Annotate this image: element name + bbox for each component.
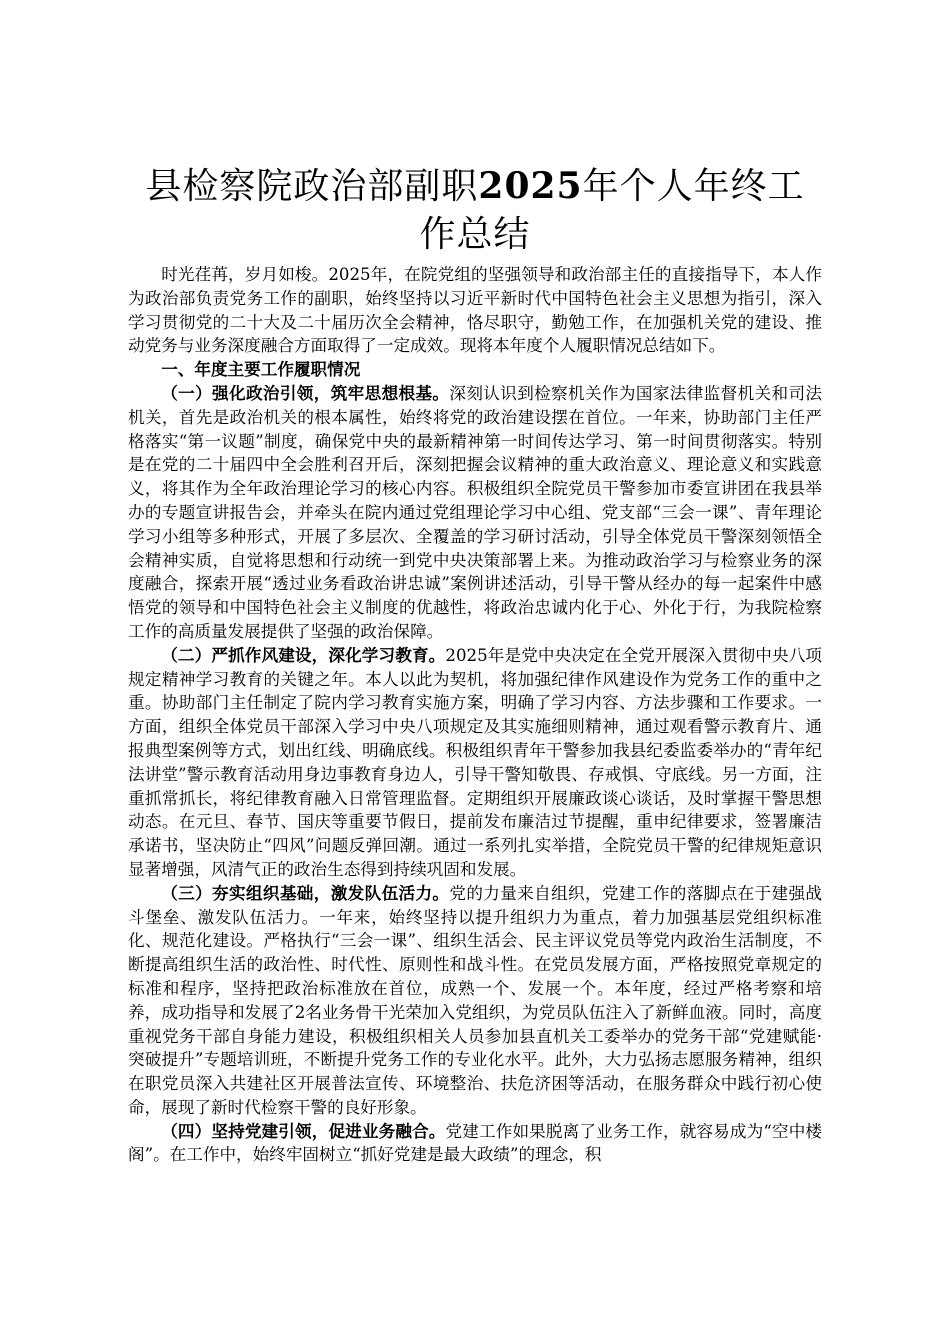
document-title [128, 162, 822, 259]
document-body [128, 263, 822, 1167]
item-paragraph-3 [128, 882, 822, 1120]
document-page [128, 162, 822, 1167]
item-text-1: 深刻认识到检察机关作为国家法律监督机关和司法机关，首先是政治机关的根本属性，始终将党的政治建设摆在首位。一年来，协助部门主任严格落实“第一议题”制度，确保党中央的最新精神第一时间传达学习、第一时间贯彻落实。特别是在党的二十届四中全会胜利召开后，深刻把握会议精神的重大政治意义、理论意义和实践意义，将其作为全年政治理论学习的核心内容。积极组织全院党员干警参加市委宣讲团在我县举办的专题宣讲报告会，并牵头在院内通过党组理论学习中心组、党支部“三会一课”、青年理论学习小组等多种形式，开展了多层次、全覆盖的学习研讨活动，引导全体党员干警深刻领悟全会精神实质，自觉将思想和行动统一到党中央决策部署上来。为推动政治学习与检察业务的深度融合，探索开展“透过业务看政治讲忠诚”案例讲述活动，引导干警从经办的每一起案件中感悟党的领导和中国特色社会主义制度的优越性，将政治忠诚内化于心、外化于行，为我院检察工作的高质量发展提供了坚强的政治保障。 [128, 383, 822, 641]
item-lead-4: （四）坚持党建引领，促进业务融合。 [161, 1120, 446, 1141]
section-heading-1: 一、年度主要工作履职情况 [161, 359, 361, 380]
item-paragraph-1 [128, 382, 822, 644]
item-lead-1: （一）强化政治引领，筑牢思想根基。 [161, 382, 450, 403]
intro-paragraph: 时光荏苒，岁月如梭。2025年，在院党组的坚强领导和政治部主任的直接指导下，本人作为政治部负责党务工作的副职，始终坚持以习近平新时代中国特色社会主义思想为指引，深入学习贯彻党的二十大及二十届历次全会精神，恪尽职守，勤勉工作，在加强机关党的建设、推动党务与业务深度融合方面取得了一定成效。现将本年度个人履职情况总结如下。 [128, 265, 822, 356]
item-paragraph-4 [128, 1120, 822, 1168]
item-text-2: 2025年是党中央决定在全党开展深入贯彻中央八项规定精神学习教育的关键之年。本人以此为契机，将加强纪律作风建设作为党务工作的重中之重。协助部门主任制定了院内学习教育实施方案，明确了学习内容、方法步骤和工作要求。一方面，组织全体党员干部深入学习中央八项规定及其实施细则精神，通过观看警示教育片、通报典型案例等方式，划出红线、明确底线。积极组织青年干警参加我县纪委监委举办的“青年纪法讲堂”警示教育活动用身边事教育身边人，引导干警知敬畏、存戒惧、守底线。另一方面，注重抓常抓长，将纪律教育融入日常管理监督。定期组织开展廉政谈心谈话，及时掌握干警思想动态。在元旦、春节、国庆等重要节假日，提前发布廉洁过节提醒，重申纪律要求，签署廉洁承诺书，坚决防止“四风”问题反弹回潮。通过一系列扎实举措，全院党员干警的纪律规矩意识显著增强，风清气正的政治生态得到持续巩固和发展。 [128, 645, 823, 879]
item-paragraph-2 [128, 644, 822, 882]
title-part-1: 县检察院政治部副职 [145, 166, 479, 207]
item-text-3: 党的力量来自组织，党建工作的落脚点在于建强战斗堡垒、激发队伍活力。一年来，始终坚持以提升组织力为重点，着力加强基层党组织标准化、规范化建设。严格执行“三会一课”、组织生活会、民主评议党员等党内政治生活制度，不断提高组织生活的政治性、时代性、原则性和战斗性。在党员发展方面，严格按照党章规定的标准和程序，坚持把政治标准放在首位，成熟一个、发展一个。本年度，经过严格考察和培养，成功指导和发展了2名业务骨干光荣加入党组织，为党员队伍注入了新鲜血液。同时，高度重视党务干部自身能力建设，积极组织相关人员参加县直机关工委举办的党务干部“党建赋能·突破提升”专题培训班，不断提升党务工作的专业化水平。此外，大力弘扬志愿服务精神，组织在职党员深入共建社区开展普法宣传、环境整治、扶危济困等活动，在服务群众中践行初心使命，展现了新时代检察干警的良好形象。 [128, 883, 822, 1117]
title-year: 2025 [478, 165, 583, 207]
item-text-4: 党建工作如果脱离了业务工作，就容易成为“空中楼阁”。在工作中，始终牢固树立“抓好党建是最大政绩”的理念，积 [128, 1121, 823, 1165]
item-lead-2: （二）严抓作风建设，深化学习教育。 [161, 644, 446, 665]
title-part-2: 年个人年终工作总结 [419, 166, 805, 255]
item-lead-3: （三）夯实组织基础，激发队伍活力。 [161, 882, 450, 903]
